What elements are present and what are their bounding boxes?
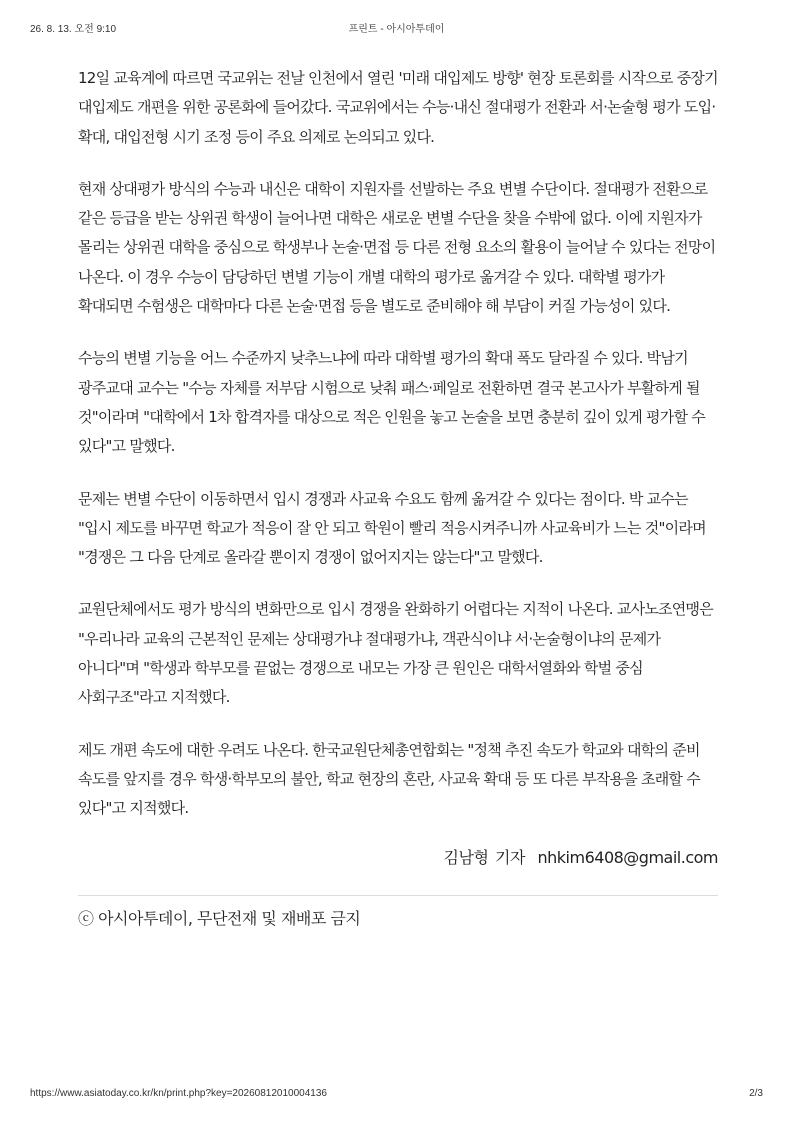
page-number: 2/3 (749, 1088, 763, 1099)
print-footer (30, 1088, 763, 1102)
article-body (78, 64, 718, 930)
article-paragraph: 제도 개편 속도에 대한 우려도 나온다. 한국교원단체총연합회는 "정책 추진 속도가 학교와 대학의 준비 속도를 앞지를 경우 학생·학부모의 불안, 학교 현장의 혼란, 사교육 확대 등 또 다른 부작용을 초래할 수 있다"고 지적했다. (78, 740, 700, 818)
article-paragraph: 현재 상대평가 방식의 수능과 내신은 대학이 지원자를 선발하는 주요 변별 수단이다. 절대평가 전환으로 같은 등급을 받는 상위권 학생이 늘어나면 대학은 새로운 변별 수단을 찾을 수밖에 없다. 이에 지원자가 몰리는 상위권 대학을 중심으로 학생부나 논술·면접 등 다른 전형 요소의 활용이 늘어날 수 있다는 전망이 나온다. 이 경우 수능이 담당하던 변별 기능이 개별 대학의 평가로 옮겨갈 수 있다. 대학별 평가가 확대되면 수험생은 대학마다 다른 논술·면접 등을 별도로 준비해야 해 부담이 커질 가능성이 있다. (78, 179, 716, 316)
divider (78, 895, 718, 896)
copyright-notice: ⓒ 아시아투데이, 무단전재 및 재배포 금지 (78, 908, 361, 928)
reporter-name: 김남형 기자 (443, 847, 525, 867)
article-byline (78, 847, 718, 869)
article-paragraph: 문제는 변별 수단이 이동하면서 입시 경쟁과 사교육 수요도 함께 옮겨갈 수 있다는 점이다. 박 교수는 "입시 제도를 바꾸면 학교가 적응이 잘 안 되고 학원이 빨리 적응시켜주니까 사교육비가 느는 것"이라며 "경쟁은 그 다음 단계로 올라갈 뿐이지 경쟁이 없어지지는 않는다"고 말했다. (78, 489, 706, 567)
print-url: https://www.asiatoday.co.kr/kn/print.php?key=20260812010004136 (30, 1088, 327, 1099)
print-date: 26. 8. 13. 오전 9:10 (30, 24, 117, 35)
article-paragraph: 12일 교육계에 따르면 국교위는 전날 인천에서 열린 '미래 대입제도 방향' 현장 토론회를 시작으로 중장기 대입제도 개편을 위한 공론화에 들어갔다. 국교위에서는 수능·내신 절대평가 전환과 서·논술형 평가 도입·확대, 대입전형 시기 조정 등이 주요 의제로 논의되고 있다. (78, 69, 718, 146)
article-paragraph: 교원단체에서도 평가 방식의 변화만으로 입시 경쟁을 완화하기 어렵다는 지적이 나온다. 교사노조연맹은 "우리나라 교육의 근본적인 문제는 상대평가냐 절대평가냐, 객관식이냐 서·논술형이냐의 문제가 아니다"며 "학생과 학부모를 끝없는 경쟁으로 내모는 가장 큰 원인은 대학서열화와 학벌 중심 사회구조"라고 지적했다. (78, 600, 714, 707)
article-paragraph: 수능의 변별 기능을 어느 수준까지 낮추느냐에 따라 대학별 평가의 확대 폭도 달라질 수 있다. 박남기 광주교대 교수는 "수능 자체를 저부담 시험으로 낮춰 패스·페일로 전환하면 결국 본고사가 부활하게 될 것"이라며 "대학에서 1차 합격자를 대상으로 적은 인원을 놓고 논술을 보면 충분히 깊이 있게 평가할 수 있다"고 말했다. (78, 349, 705, 456)
reporter-email[interactable]: nhkim6408@gmail.com (537, 847, 718, 867)
print-page-title: 프린트 - 아시아투데이 (348, 24, 445, 35)
print-header (30, 20, 763, 36)
